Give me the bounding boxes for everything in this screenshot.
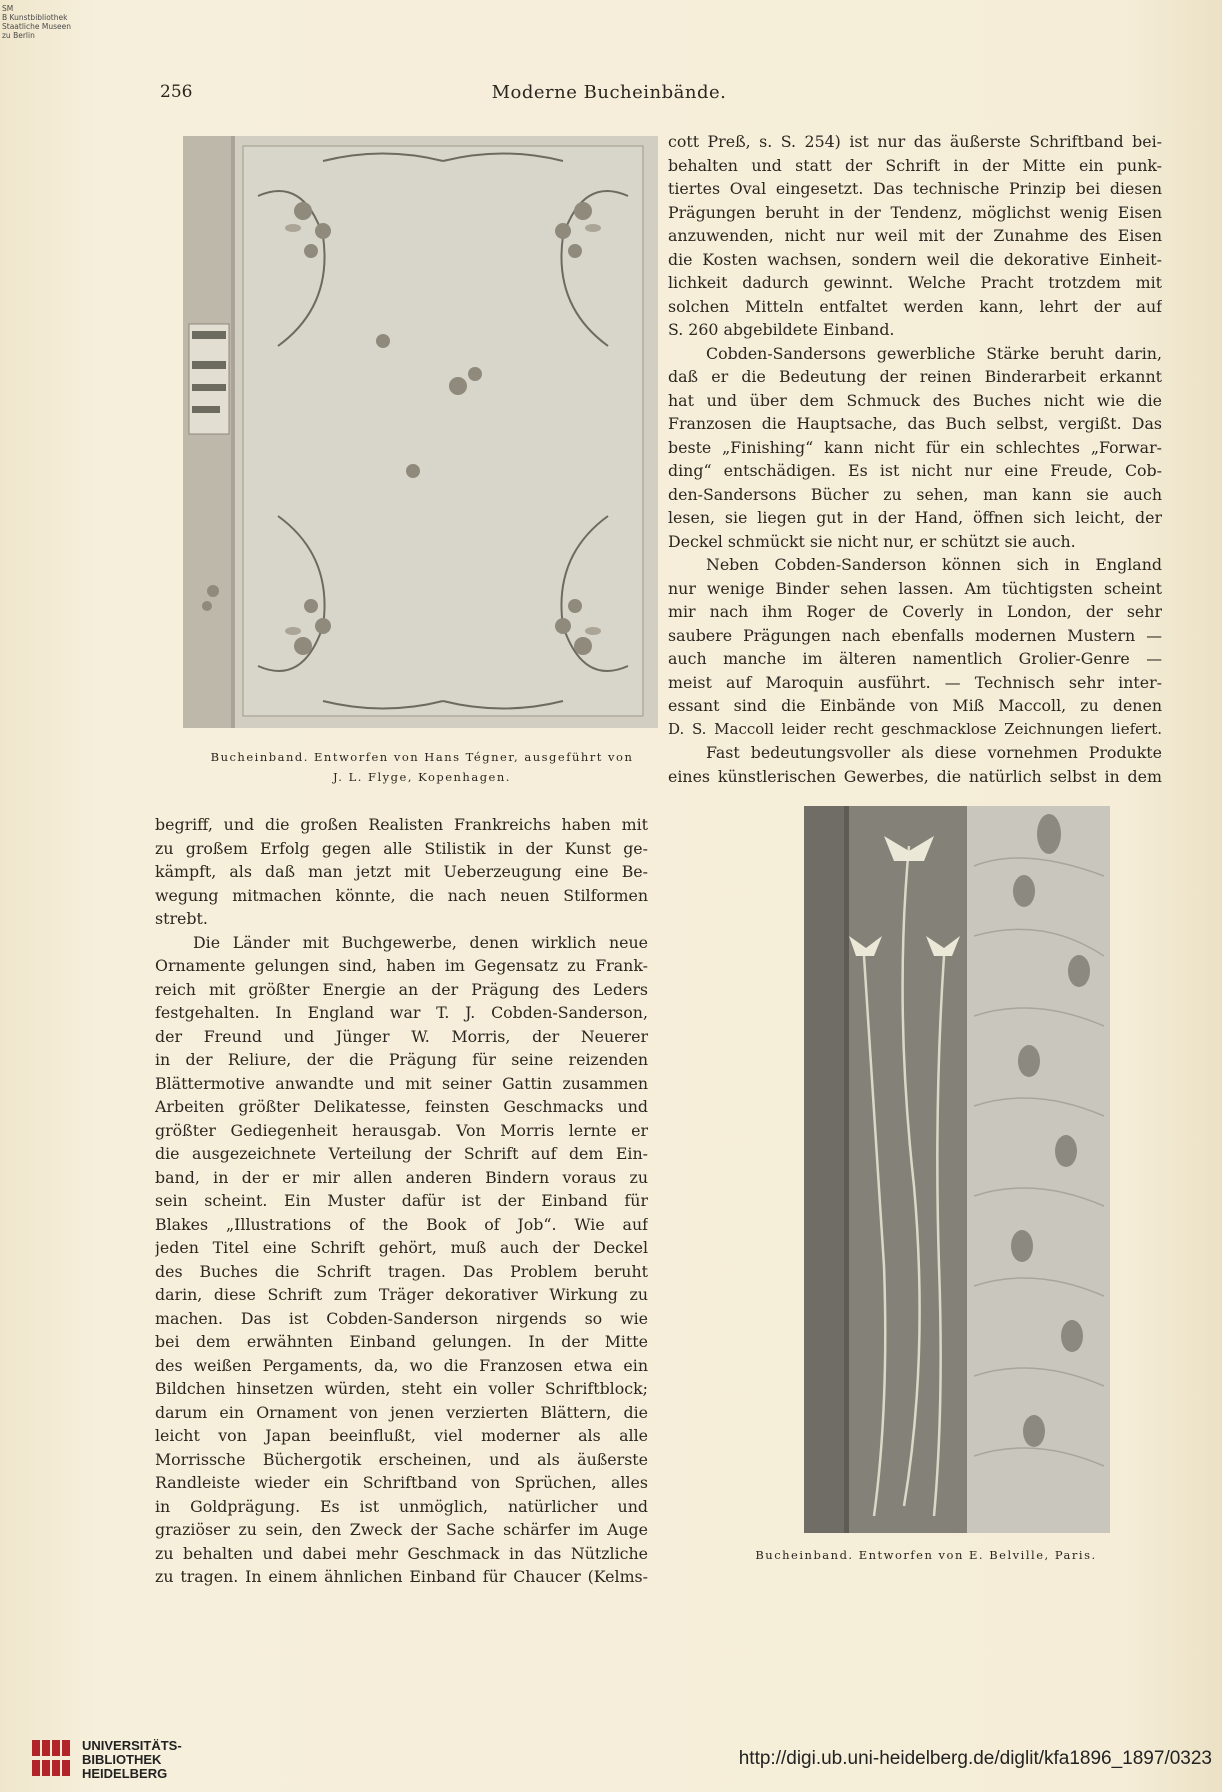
text-line: leicht von Japan beeinflußt, viel moderner als alle	[155, 1426, 648, 1445]
text-line: Franzosen die Hauptsache, das Buch selbst, vergißt. Das	[668, 414, 1162, 433]
text-line: Randleiste wieder ein Schriftband von Sprüchen, alles	[155, 1473, 648, 1492]
right-column-text	[668, 130, 1162, 788]
running-head	[160, 82, 1058, 108]
belville-binding-illustration	[804, 806, 1110, 1533]
text-line: Arbeiten größter Delikatesse, feinsten Geschmacks und	[155, 1097, 648, 1116]
figure-caption-tegner	[176, 747, 668, 787]
page-number: 256	[160, 82, 193, 102]
text-line: band, in der er mir allen anderen Bindern voraus zu	[155, 1167, 648, 1187]
library-name-line: HEIDELBERG	[82, 1766, 168, 1781]
text-line: graziöser zu sein, den Zweck der Sache schärfer im Auge	[155, 1520, 648, 1539]
text-line: Fast bedeutungsvoller als diese vornehmen Produkte	[706, 743, 1162, 762]
text-line: jeden Titel eine Schrift gehört, muß auch der Deckel	[155, 1238, 648, 1257]
text-line: des Buches die Schrift tragen. Das Problem beruht	[155, 1261, 648, 1281]
figure-tegner-binding	[183, 136, 658, 728]
text-line: reich mit größter Energie an der Prägung des Leders	[155, 979, 648, 999]
text-line: beste „Finishing“ kann nicht für ein schlechtes „Forwar-	[668, 437, 1162, 457]
text-line: saubere Prägungen nach ebenfalls modernen Mustern —	[668, 625, 1162, 645]
text-line: mir nach ihm Roger de Coverly in London, der sehr	[668, 602, 1162, 621]
library-name-line: BIBLIOTHEK	[82, 1752, 162, 1767]
text-line: den-Sandersons Bücher zu sehen, man kann sie auch	[668, 484, 1162, 504]
text-line: lesen, sie liegen gut in der Hand, öffnen sich leicht, der	[668, 508, 1162, 527]
text-line: sein scheint. Ein Muster dafür ist der Einband für	[155, 1191, 648, 1210]
text-line: zu tragen. In einem ähnlichen Einband für Chaucer (Kelms-	[155, 1567, 648, 1586]
text-line: solchen Mitteln entfaltet werden kann, lehrt der auf	[668, 296, 1162, 316]
text-line: in der Reliure, der die Prägung für seine reizenden	[155, 1050, 648, 1069]
text-line: begriff, und die großen Realisten Frankreichs haben mit	[155, 815, 648, 834]
library-name-line: UNIVERSITÄTS-	[82, 1738, 182, 1753]
library-name	[82, 1739, 182, 1781]
library-logo-icon	[30, 1736, 74, 1780]
caption-line: Bucheinband. Entworfen von Hans Tégner, ausgeführt von	[210, 750, 634, 764]
text-line: kämpft, als daß man jetzt mit Ueberzeugung eine Be-	[155, 862, 648, 881]
text-line: machen. Das ist Cobden-Sanderson nirgends so wie	[155, 1308, 648, 1328]
text-line: ding“ entschädigen. Es ist nicht nur eine Freude, Cob-	[668, 461, 1162, 480]
text-line: eines künstlerischen Gewerbes, die natürlich selbst in dem	[668, 766, 1162, 786]
stamp-line: B Kunstbibliothek	[2, 13, 68, 22]
text-line: darin, diese Schrift zum Träger dekorativer Wirkung zu	[155, 1285, 648, 1304]
tegner-binding-illustration	[183, 136, 658, 728]
text-line: zu behalten und dabei mehr Geschmack in das Nützliche	[155, 1543, 648, 1563]
stamp-line: zu Berlin	[2, 31, 35, 40]
text-line: größter Gediegenheit herausgab. Von Morris lernte er	[155, 1120, 648, 1140]
text-line: Die Länder mit Buchgewerbe, denen wirklich neue	[193, 932, 648, 952]
text-line: anzuwenden, nicht nur weil mit der Zunahme des Eisen	[668, 226, 1162, 245]
library-logo[interactable]	[30, 1730, 330, 1786]
text-line: des weißen Pergaments, da, wo die Franzosen etwa ein	[155, 1355, 648, 1375]
text-line: zu großem Erfolg gegen alle Stilistik in der Kunst ge-	[155, 838, 648, 858]
text-line: Morrissche Büchergotik erscheinen, und als äußerste	[155, 1449, 648, 1469]
text-line: auch manche im älteren namentlich Grolier-Genre —	[668, 649, 1162, 668]
text-line: bei dem erwähnten Einband gelungen. In der Mitte	[155, 1332, 648, 1351]
text-line: essant sind die Einbände von Miß Maccoll, zu denen	[668, 696, 1162, 715]
library-stamp	[2, 4, 92, 40]
text-line: Blättermotive anwandte und mit seiner Gattin zusammen	[155, 1073, 648, 1093]
text-line: Bildchen hinsetzen würden, steht ein voller Schriftblock;	[155, 1379, 648, 1398]
text-line: Cobden-Sandersons gewerbliche Stärke beruht darin,	[706, 343, 1162, 363]
page-title: Moderne Bucheinbände.	[491, 82, 727, 103]
text-line: festgehalten. In England war T. J. Cobden-Sanderson,	[155, 1003, 648, 1022]
text-line: Ornamente gelungen sind, haben im Gegensatz zu Frank-	[155, 956, 648, 975]
text-line: wegung mitmachen könnte, die nach neuen Stilformen	[155, 885, 648, 905]
text-line: strebt.	[155, 909, 208, 928]
text-line: S. 260 abgebildete Einband.	[668, 320, 895, 339]
text-line: tiertes Oval eingesetzt. Das technische Prinzip bei diesen	[668, 179, 1162, 198]
text-line: die Kosten wachsen, sondern weil die dekorative Einheit-	[668, 249, 1162, 269]
text-line: D. S. Maccoll leider recht geschmacklose Zeichnungen liefert.	[668, 719, 1162, 738]
text-line: Prägungen beruht in der Tendenz, möglichst wenig Eisen	[668, 202, 1162, 222]
text-line: cott Preß, s. S. 254) ist nur das äußerste Schriftband bei-	[668, 132, 1162, 151]
text-line: in Goldprägung. Es ist unmöglich, natürlicher und	[155, 1496, 648, 1516]
stamp-line: SM	[2, 4, 14, 13]
figure-belville-binding	[804, 806, 1110, 1533]
text-line: Neben Cobden-Sanderson können sich in England	[706, 555, 1162, 574]
text-line: die ausgezeichnete Verteilung der Schrift auf dem Ein-	[155, 1144, 648, 1163]
text-line: meist auf Maroquin ausführt. — Technisch sehr inter-	[668, 672, 1162, 692]
text-line: behalten und statt der Schrift in der Mitte ein punk-	[668, 155, 1162, 175]
text-line: darum ein Ornament von jenen verzierten Blättern, die	[155, 1402, 648, 1422]
figure-caption-belville: Bucheinband. Entworfen von E. Belville, Paris.	[755, 1548, 1097, 1562]
text-line: lichkeit dadurch gewinnt. Welche Pracht trotzdem mit	[668, 273, 1162, 292]
caption-line: J. L. Flyge, Kopenhagen.	[333, 770, 511, 784]
text-line: Blakes „Illustrations of the Book of Job“. Wie auf	[155, 1214, 648, 1234]
left-column-text	[155, 813, 648, 1589]
text-line: hat und über dem Schmuck des Buches nicht wie die	[668, 390, 1162, 410]
text-line: Deckel schmückt sie nicht nur, er schützt sie auch.	[668, 531, 1076, 551]
source-url-link[interactable]: http://digi.ub.uni-heidelberg.de/diglit/kfa1896_1897/0323	[738, 1748, 1212, 1769]
text-line: daß er die Bedeutung der reinen Binderarbeit erkannt	[668, 367, 1162, 386]
text-line: der Freund und Jünger W. Morris, der Neuerer	[155, 1026, 648, 1046]
stamp-line: Staatliche Museen	[2, 22, 71, 31]
text-line: nur wenige Binder sehen lassen. Am tüchtigsten scheint	[668, 578, 1162, 598]
